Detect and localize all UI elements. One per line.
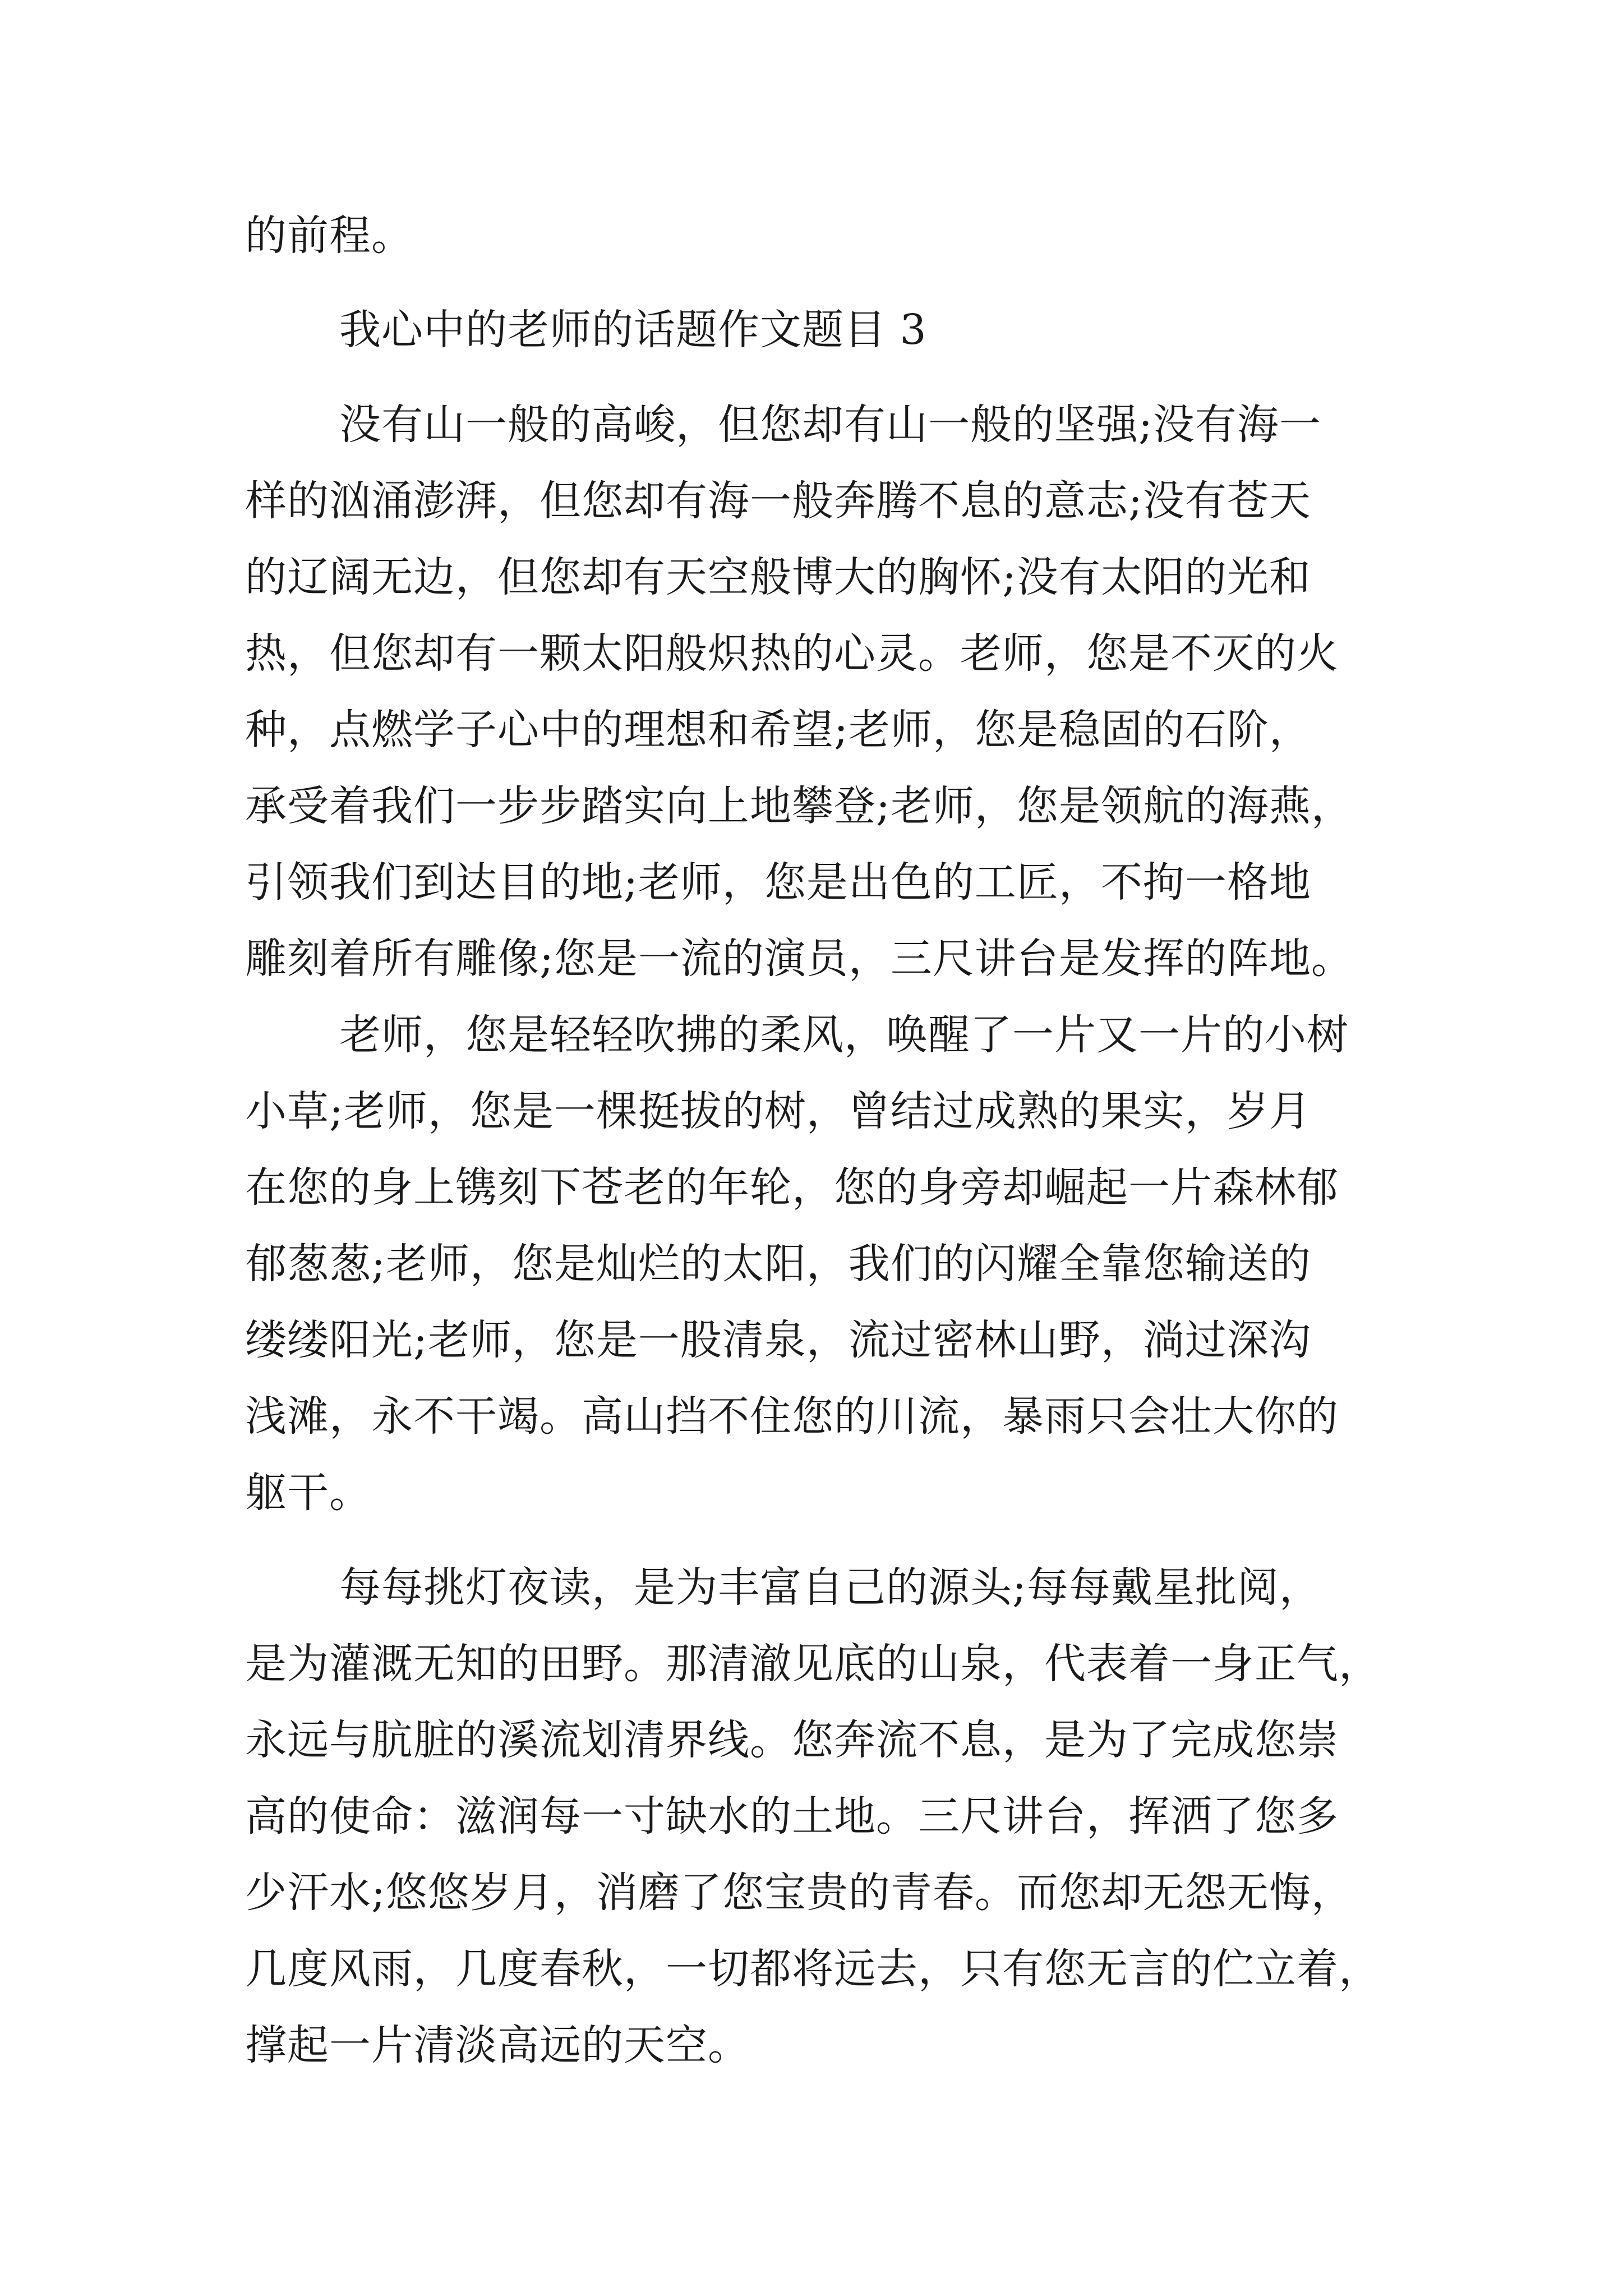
text-line: 躯干。: [245, 1469, 371, 1517]
text-line: 几度风雨，几度春秋，一切都将远去，只有您无言的伫立着，: [245, 1945, 1381, 1993]
text-line: 浅滩，永不干竭。高山挡不住您的川流，暴雨只会壮大你的: [245, 1392, 1339, 1441]
text-line: 没有山一般的高峻，但您却有山一般的坚强;没有海一: [339, 401, 1321, 449]
text-line: 郁葱葱;老师，您是灿烂的太阳，我们的闪耀全靠您输送的: [245, 1240, 1311, 1288]
text-line: 的前程。: [245, 211, 413, 260]
text-line: 在您的身上镌刻下苍老的年轮，您的身旁却崛起一片森林郁: [245, 1163, 1339, 1212]
text-line: 引领我们到达目的地;老师，您是出色的工匠，不拘一格地: [245, 858, 1311, 907]
text-line: 撑起一片清淡高远的天空。: [245, 2021, 750, 2069]
text-line: 承受着我们一步步踏实向上地攀登;老师，您是领航的海燕，: [245, 782, 1353, 830]
text-line: 缕缕阳光;老师，您是一股清泉，流过密林山野，淌过深沟: [245, 1316, 1311, 1364]
section-heading: 我心中的老师的话题作文题目 3: [339, 306, 927, 354]
text-line: 样的汹涌澎湃，但您却有海一般奔腾不息的意志;没有苍天: [245, 477, 1311, 525]
text-line: 是为灌溉无知的田野。那清澈见底的山泉，代表着一身正气，: [245, 1640, 1381, 1688]
text-line: 的辽阔无边，但您却有天空般博大的胸怀;没有太阳的光和: [245, 553, 1311, 601]
text-line: 每每挑灯夜读，是为丰富自己的源头;每每戴星批阅，: [339, 1563, 1321, 1612]
text-line: 永远与肮脏的溪流划清界线。您奔流不息，是为了完成您崇: [245, 1716, 1339, 1764]
text-line: 雕刻着所有雕像;您是一流的演员，三尺讲台是发挥的阵地。: [245, 935, 1353, 983]
text-line: 高的使命：滋润每一寸缺水的土地。三尺讲台，挥洒了您多: [245, 1792, 1339, 1841]
text-line: 热，但您却有一颗太阳般炽热的心灵。老师，您是不灭的火: [245, 629, 1339, 678]
text-line: 老师，您是轻轻吹拂的柔风，唤醒了一片又一片的小树: [339, 1011, 1349, 1059]
text-line: 少汗水;悠悠岁月，消磨了您宝贵的青春。而您却无怨无悔，: [245, 1869, 1353, 1917]
text-line: 小草;老师，您是一棵挺拔的树，曾结过成熟的果实，岁月: [245, 1087, 1311, 1135]
text-line: 种，点燃学子心中的理想和希望;老师，您是稳固的石阶，: [245, 706, 1311, 754]
